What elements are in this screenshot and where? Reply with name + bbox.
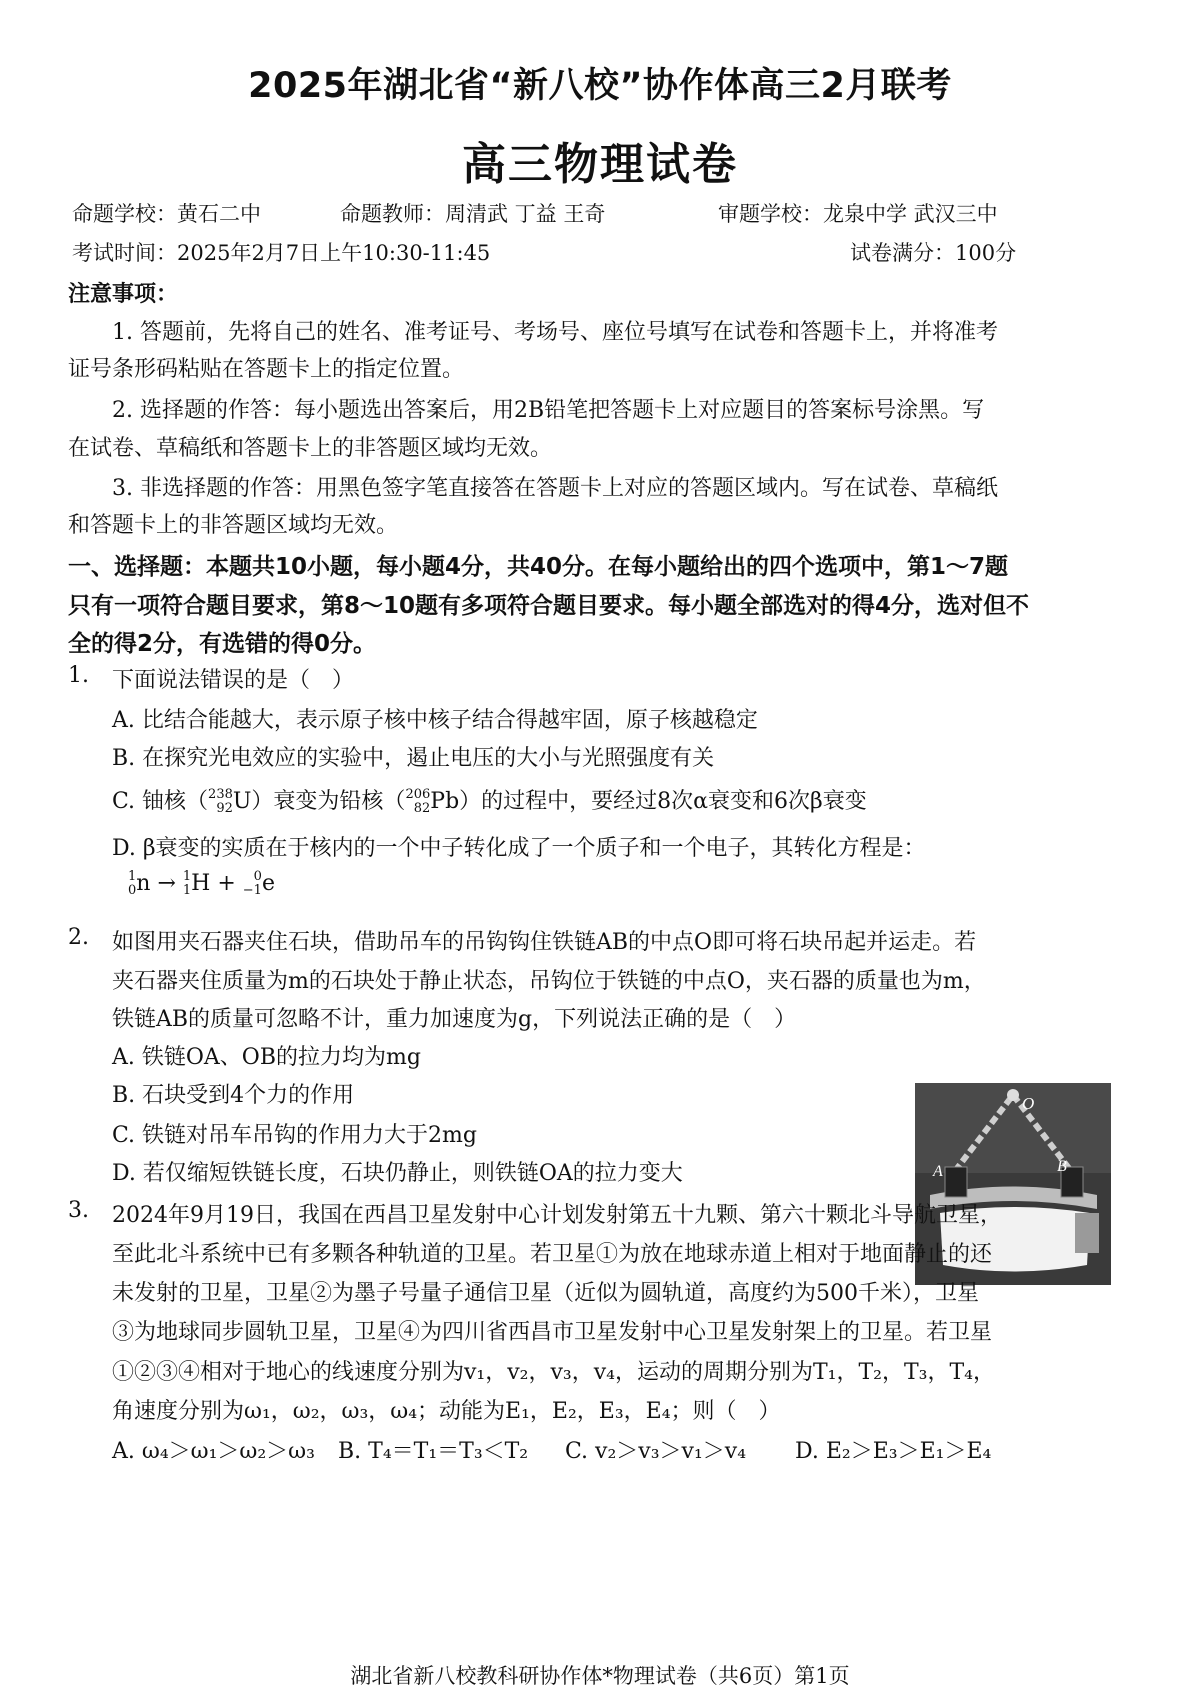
uranium-mass-number: 238 bbox=[208, 787, 233, 802]
exam-subtitle: 高三物理试卷 bbox=[462, 139, 738, 190]
option-c-middle: ）衰变为铅核（ bbox=[251, 789, 406, 814]
notice-item-2: 2. 选择题的作答：每小题选出答案后，用2B铅笔把答题卡上对应题目的答案标号涂黑。写 bbox=[112, 398, 985, 423]
question-2-option-c: C. 铁链对吊车吊钩的作用力大于2mg bbox=[112, 1123, 477, 1148]
question-2-option-d: D. 若仅缩短铁链长度，石块仍静止，则铁链OA的拉力变大 bbox=[112, 1161, 683, 1186]
uranium-nuclide-numbers bbox=[208, 788, 233, 816]
question-1-option-b: B. 在探究光电效应的实验中，遏止电压的大小与光照强度有关 bbox=[112, 746, 715, 771]
lead-mass-number: 206 bbox=[405, 787, 431, 802]
option-c-prefix: C. 铀核（ bbox=[112, 789, 209, 814]
proposing-teachers: 命题教师：周清武 丁益 王奇 bbox=[340, 202, 606, 226]
question-3-option-a: A. ω₄＞ω₁＞ω₂＞ω₃ bbox=[112, 1439, 315, 1464]
proton-charge-number: 1 bbox=[182, 883, 192, 898]
question-1-option-a: A. 比结合能越大，表示原子核中核子结合得越牢固，原子核越稳定 bbox=[112, 708, 758, 733]
neutron-charge-number: 0 bbox=[128, 883, 137, 898]
question-3-line-5: ①②③④相对于地心的线速度分别为v₁，v₂，v₃，v₄，运动的周期分别为T₁，T₂，T₃，T₄， bbox=[112, 1360, 995, 1385]
exam-title: 2025年湖北省“新八校”协作体高三2月联考 bbox=[248, 66, 952, 106]
proposing-school: 命题学校：黄石二中 bbox=[72, 202, 261, 226]
question-2-line-3: 铁链AB的质量可忽略不计，重力加速度为g，下列说法正确的是（ ） bbox=[112, 1007, 797, 1032]
question-3-line-3: 未发射的卫星，卫星②为墨子号量子通信卫星（近似为圆轨道，高度约为500千米），卫星 bbox=[112, 1281, 979, 1306]
uranium-atomic-number: 92 bbox=[216, 801, 233, 816]
question-3-line-6: 角速度分别为ω₁，ω₂，ω₃，ω₄；动能为E₁，E₂，E₃，E₄；则（ ） bbox=[112, 1399, 781, 1424]
equation-render: n → 1 1 H + 0 −1 e bbox=[136, 869, 275, 898]
question-2-line-2: 夹石器夹住质量为m的石块处于静止状态，吊钩位于铁链的中点O，夹石器的质量也为m， bbox=[112, 969, 986, 994]
section-1-intro: 一、选择题：本题共10小题，每小题4分，共40分。在每小题给出的四个选项中，第1～7题 bbox=[68, 554, 1009, 580]
section-1-intro-2: 只有一项符合题目要求，第8～10题有多项符合题目要求。每小题全部选对的得4分，选对但不 bbox=[68, 593, 1030, 619]
notice-item-2-cont: 在试卷、草稿纸和答题卡上的非答题区域均无效。 bbox=[68, 436, 553, 461]
label-b: B bbox=[1057, 1158, 1067, 1175]
exam-time: 考试时间：2025年2月7日上午10:30-11:45 bbox=[72, 241, 491, 265]
page-footer: 湖北省新八校教科研协作体*物理试卷（共6页）第1页 bbox=[350, 1664, 850, 1688]
lead-symbol: Pb bbox=[430, 789, 460, 814]
notice-item-3-cont: 和答题卡上的非答题区域均无效。 bbox=[68, 513, 399, 538]
question-2-number: 2. bbox=[68, 925, 89, 950]
lead-atomic-number: 82 bbox=[413, 801, 431, 816]
lead-nuclide-numbers bbox=[405, 788, 430, 816]
notice-item-1-cont: 证号条形码粘贴在答题卡上的指定位置。 bbox=[68, 357, 465, 382]
question-1-number: 1. bbox=[68, 663, 89, 688]
question-3-option-b: B. T₄＝T₁＝T₃＜T₂ bbox=[338, 1439, 529, 1464]
question-3-option-c: C. v₂＞v₃＞v₁＞v₄ bbox=[565, 1439, 747, 1464]
notice-item-3: 3. 非选择题的作答：用黑色签字笔直接答在答题卡上对应的答题区域内。写在试卷、草稿纸 bbox=[112, 476, 998, 501]
reviewing-schools: 审题学校：龙泉中学 武汉三中 bbox=[718, 202, 998, 226]
full-score: 试卷满分：100分 bbox=[850, 241, 1017, 265]
uranium-symbol: U bbox=[232, 789, 252, 814]
section-1-intro-3: 全的得2分，有选错的得0分。 bbox=[68, 631, 377, 657]
electron-charge-number: −1 bbox=[242, 883, 262, 898]
question-3-number: 3. bbox=[68, 1198, 89, 1223]
notice-item-1: 1. 答题前，先将自己的姓名、准考证号、考场号、座位号填写在试卷和答题卡上，并将准考 bbox=[112, 320, 998, 345]
question-1-option-d: D. β衰变的实质在于核内的一个中子转化成了一个质子和一个电子，其转化方程是： bbox=[112, 836, 926, 861]
proton-mass-number: 1 bbox=[182, 869, 192, 884]
beta-decay-equation bbox=[128, 870, 275, 898]
question-3-line-2: 至此北斗系统中已有多颗各种轨道的卫星。若卫星①为放在地球赤道上相对于地面静止的还 bbox=[112, 1242, 993, 1267]
proton-numbers bbox=[183, 870, 191, 898]
option-c-suffix: ）的过程中，要经过8次α衰变和6次β衰变 bbox=[459, 789, 867, 814]
question-3-line-1: 2024年9月19日，我国在西昌卫星发射中心计划发射第五十九颗、第六十颗北斗导航卫星， bbox=[112, 1203, 1002, 1228]
neutron-mass-number: 1 bbox=[128, 869, 137, 884]
question-1-option-c bbox=[112, 784, 867, 816]
question-3-option-d: D. E₂＞E₃＞E₁＞E₄ bbox=[795, 1439, 992, 1464]
label-a: A bbox=[933, 1163, 943, 1180]
question-2-option-b: B. 石块受到4个力的作用 bbox=[112, 1083, 355, 1108]
question-2-line-1: 如图用夹石器夹住石块，借助吊车的吊钩钩住铁链AB的中点O即可将石块吊起并运走。若 bbox=[112, 930, 977, 955]
electron-numbers bbox=[243, 870, 262, 898]
question-1-stem: 下面说法错误的是（ ） bbox=[112, 668, 355, 693]
notice-heading: 注意事项： bbox=[68, 282, 179, 307]
question-3-line-4: ③为地球同步圆轨卫星，卫星④为四川省西昌市卫星发射中心卫星发射架上的卫星。若卫星 bbox=[112, 1320, 993, 1345]
label-o: O bbox=[1022, 1094, 1035, 1113]
question-2-option-a: A. 铁链OA、OB的拉力均为mg bbox=[112, 1045, 421, 1070]
electron-mass-number: 0 bbox=[253, 869, 262, 884]
